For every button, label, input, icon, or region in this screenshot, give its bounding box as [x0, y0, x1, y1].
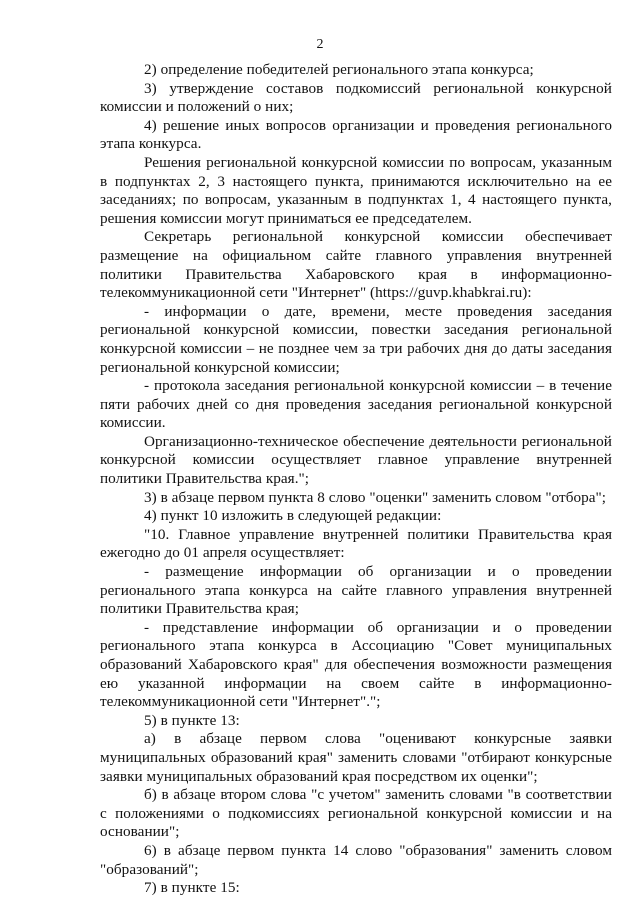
paragraph-placement: - размещение информации об организации и о проведении регионального этапа конкурса на сайте главного управления внутренней политики Правительства края;: [100, 563, 612, 618]
paragraph-meeting-info: - информации о дате, времени, месте проведения заседания региональной конкурсной комиссии, повестки заседания региональной конкурсной комиссии – не позднее чем за три рабочих дня до даты заседания региональной конкурсной комиссии;: [100, 302, 612, 376]
paragraph-point-10: "10. Главное управление внутренней политики Правительства края ежегодно до 01 апреля осуществляет:: [100, 525, 612, 562]
paragraph-item-3: 3) утверждение составов подкомиссий региональной конкурсной комиссии и положений о них;: [100, 79, 612, 116]
paragraph-amendment-4: 4) пункт 10 изложить в следующей редакции:: [144, 507, 442, 525]
paragraph-protocol: - протокола заседания региональной конкурсной комиссии – в течение пяти рабочих дней со дня проведения заседания региональной конкурсной комиссии.: [100, 377, 612, 432]
paragraph-item-4: 4) решение иных вопросов организации и проведения регионального этапа конкурса.: [100, 116, 612, 153]
paragraph-amendment-3: 3) в абзаце первом пункта 8 слово "оценки" заменить словом "отбора";: [144, 488, 607, 506]
paragraph-submission: - представление информации об организации и о проведении регионального этапа конкурса в Ассоциацию "Совет муниципальных образований Хабаровского края" для обеспечения возможности размещения ею указанной информации на своем сайте в информационно-телекоммуникационной сети "Интернет".";: [100, 618, 612, 711]
page-number: 2: [316, 37, 324, 52]
document-body: [100, 61, 612, 898]
paragraph-decisions: Решения региональной конкурсной комиссии по вопросам, указанным в подпунктах 2, 3 настоящего пункта, принимаются исключительно на ее заседаниях; по вопросам, указанным в подпунктах 1, 4 настоящего пункта, решения комиссии могут приниматься ее председателем.: [100, 153, 612, 227]
paragraph-item-2: 2) определение победителей регионального этапа конкурса;: [144, 61, 534, 78]
paragraph-secretary: Секретарь региональной конкурсной комиссии обеспечивает размещение на официальном сайте главного управления внутренней политики Правительства Хабаровского края в информационно-телекоммуникационной сети "Интернет" (https://guvp.khabkrai.ru):: [100, 228, 612, 302]
paragraph-amendment-7: 7) в пункте 15:: [144, 879, 240, 897]
paragraph-organizational-support: Организационно-техническое обеспечение деятельности региональной конкурсной комиссии осуществляет главное управление внутренней политики Правительства края.";: [100, 432, 612, 488]
paragraph-amendment-5a: а) в абзаце первом слова "оценивают конкурсные заявки муниципальных образований края" заменить словами "отбирают конкурсные заявки муниципальных образований края посредством их оценки";: [100, 730, 612, 785]
paragraph-amendment-5: 5) в пункте 13:: [144, 711, 240, 729]
paragraph-amendment-6: 6) в абзаце первом пункта 14 слово "образования" заменить словом "образований";: [100, 841, 612, 878]
paragraph-amendment-5b: б) в абзаце втором слова "с учетом" заменить словами "в соответствии с положениями о подкомиссиях региональной конкурсной комиссии и на основании";: [100, 786, 612, 841]
